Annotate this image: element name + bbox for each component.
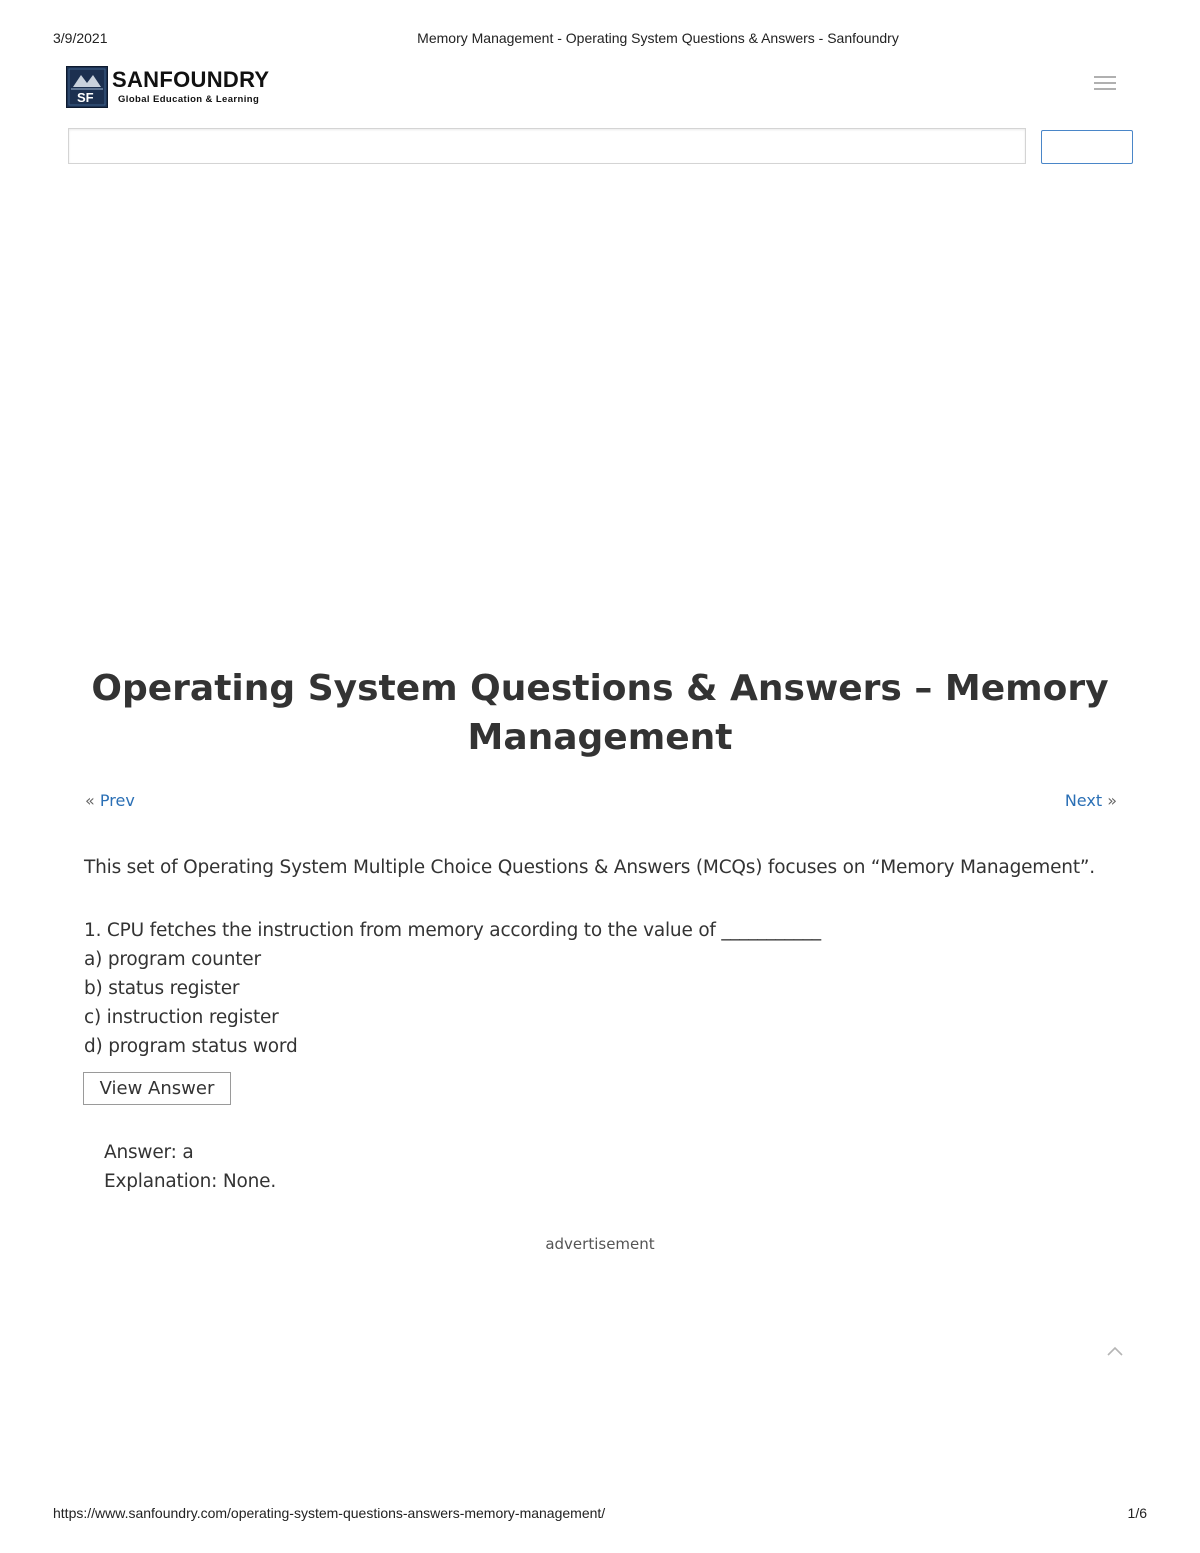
- option-d: d) program status word: [84, 1036, 298, 1057]
- search-input[interactable]: [68, 128, 1026, 164]
- next-link-label[interactable]: Next: [1064, 791, 1103, 810]
- logo-brand-name: SANFOUNDRY: [112, 67, 270, 92]
- answer-block: [104, 1138, 276, 1196]
- answer-text: Answer: a: [104, 1142, 194, 1163]
- search-button[interactable]: [1041, 130, 1133, 164]
- option-a: a) program counter: [84, 949, 261, 970]
- print-header: [0, 30, 1200, 50]
- page-title: Operating System Questions & Answers – Memory Management: [91, 668, 1109, 758]
- site-logo[interactable]: [66, 66, 286, 110]
- view-answer-button[interactable]: View Answer: [83, 1072, 231, 1105]
- print-url: https://www.sanfoundry.com/operating-system-questions-answers-memory-management/: [53, 1505, 606, 1521]
- logo-mark-icon: [66, 66, 108, 108]
- prev-link-label[interactable]: Prev: [99, 791, 135, 810]
- question-text: 1. CPU fetches the instruction from memory according to the value of ___________: [84, 920, 821, 941]
- option-c: c) instruction register: [84, 1007, 279, 1028]
- print-footer: [0, 1505, 1200, 1525]
- next-arrow-icon: »: [1107, 791, 1117, 810]
- explanation-text: Explanation: None.: [104, 1171, 277, 1192]
- prev-arrow-icon: «: [85, 791, 95, 810]
- advertisement-label: advertisement: [545, 1235, 655, 1253]
- print-document-title: Memory Management - Operating System Questions & Answers - Sanfoundry: [417, 30, 899, 46]
- question-1: [84, 916, 1084, 1061]
- intro-text: This set of Operating System Multiple Choice Questions & Answers (MCQs) focuses on “Memory Management”.: [84, 857, 1095, 878]
- next-link[interactable]: [1065, 791, 1117, 810]
- chevron-up-icon[interactable]: [1106, 1343, 1124, 1357]
- logo-mark-text: SF: [77, 90, 94, 105]
- print-date: 3/9/2021: [53, 30, 108, 46]
- print-page-number: 1/6: [1127, 1505, 1147, 1521]
- option-b: b) status register: [84, 978, 240, 999]
- prev-link[interactable]: [85, 791, 135, 810]
- hamburger-menu-icon[interactable]: [1094, 76, 1116, 94]
- logo-tagline: Global Education & Learning: [118, 94, 260, 105]
